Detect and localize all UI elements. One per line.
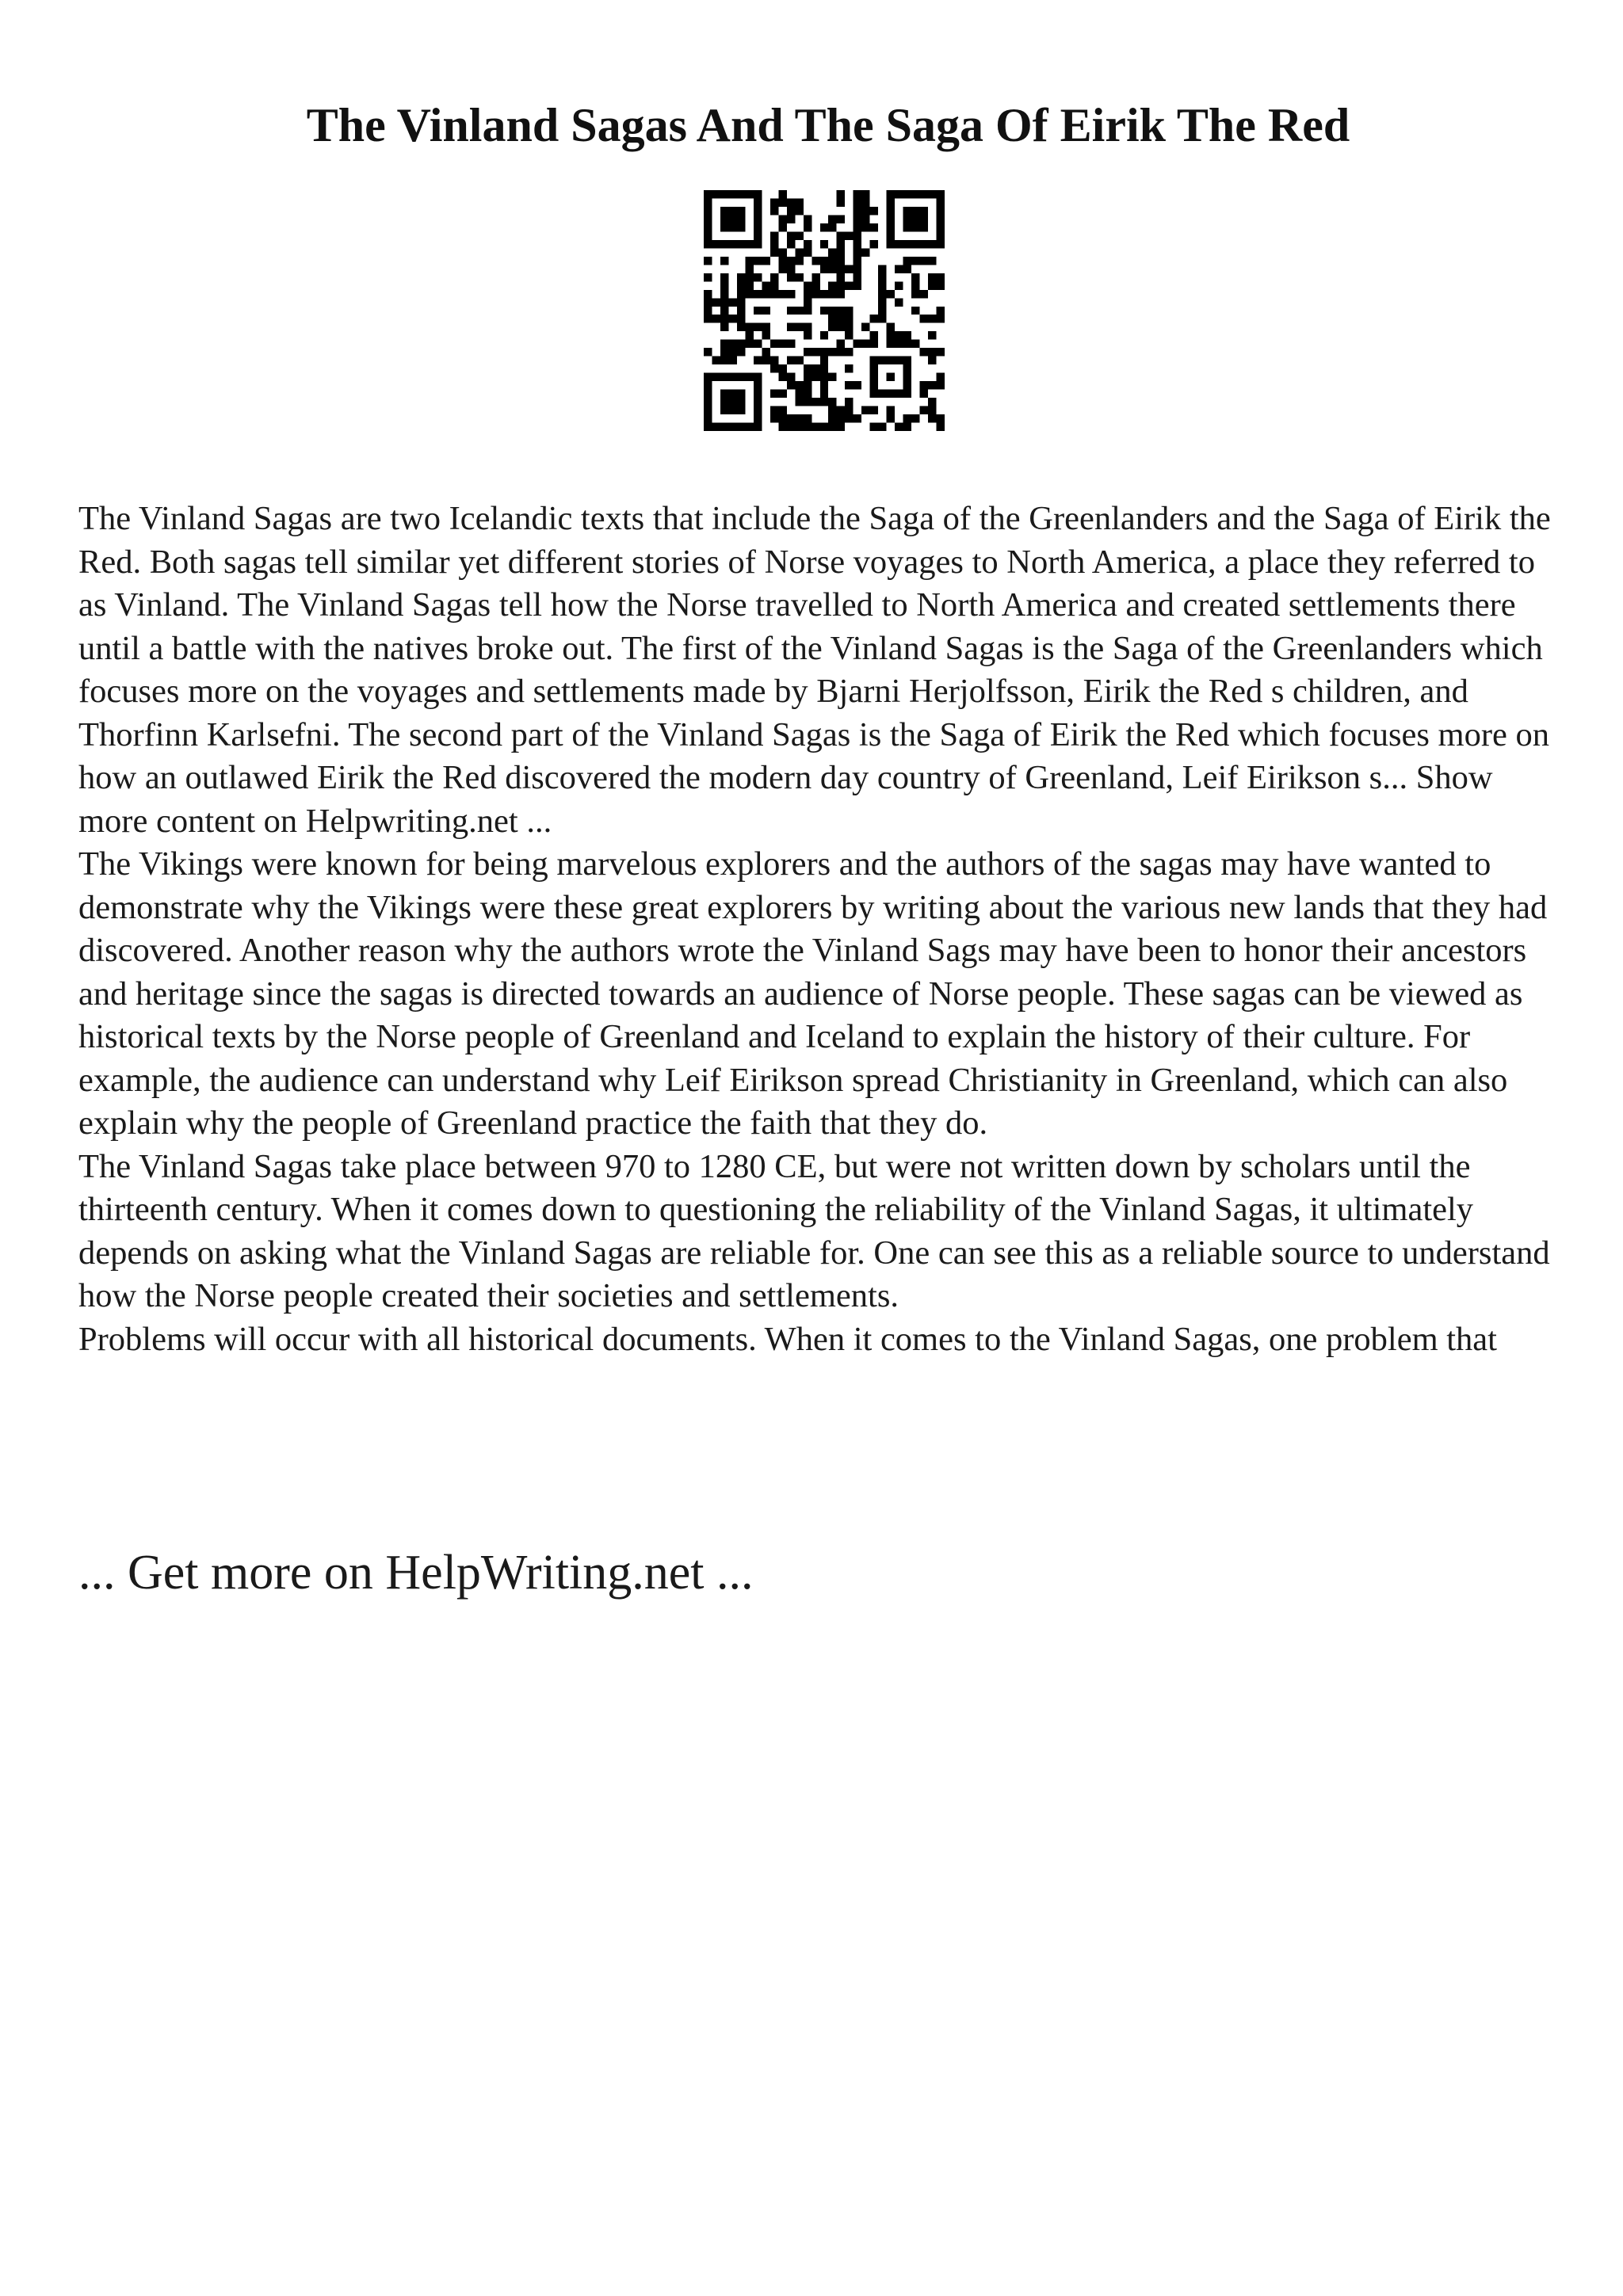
paragraph: Problems will occur with all historical documents. When it comes to the Vinland Sagas, one problem that bbox=[78, 1320, 1497, 1358]
paragraph: The Vinland Sagas take place between 970 to 1280 CE, but were not written down by scholars until the thirteenth century. When it comes down to questioning the reliability of the Vinland Sagas, it ultimately depends on asking what the Vinland Sagas are reliable for. One can see this as a reliable source to understand how the Norse people created their societies and settlements. bbox=[78, 1147, 1550, 1314]
document-body bbox=[78, 498, 1568, 1361]
paragraph: The Vinland Sagas are two Icelandic texts that include the Saga of the Greenlanders and the Saga of Eirik the Red. Both sagas tell similar yet different stories of Norse voyages to North America, a place they referred to as Vinland. The Vinland Sagas tell how the Norse travelled to North America and created settlements there until a battle with the natives broke out. The first of the Vinland Sagas is the Saga of the Greenlanders which focuses more on the voyages and settlements made by Bjarni Herjolfsson, Eirik the Red s children, and Thorfinn Karlsefni. The second part of the Vinland Sagas is the Saga of Eirik the Red which focuses more on how an outlawed Eirik the Red discovered the modern day country of Greenland, Leif Eirikson s... Show more content on Helpwriting.net ... bbox=[78, 500, 1551, 840]
get-more-link[interactable]: ... Get more on HelpWriting.net ... bbox=[78, 1546, 754, 1600]
paragraph: The Vikings were known for being marvelous explorers and the authors of the sagas may have wanted to demonstrate why the Vikings were these great explorers by writing about the various new lands that they had discovered. Another reason why the authors wrote the Vinland Sags may have been to honor their ancestors and heritage since the sagas is directed towards an audience of Norse people. These sagas can be viewed as historical texts by the Norse people of Greenland and Iceland to explain the history of their culture. For example, the audience can understand why Leif Eirikson spread Christianity in Greenland, which can also explain why the people of Greenland practice the faith that they do. bbox=[78, 845, 1548, 1142]
qr-code[interactable] bbox=[704, 190, 945, 431]
document-title: The Vinland Sagas And The Saga Of Eirik The Red bbox=[306, 99, 1350, 151]
